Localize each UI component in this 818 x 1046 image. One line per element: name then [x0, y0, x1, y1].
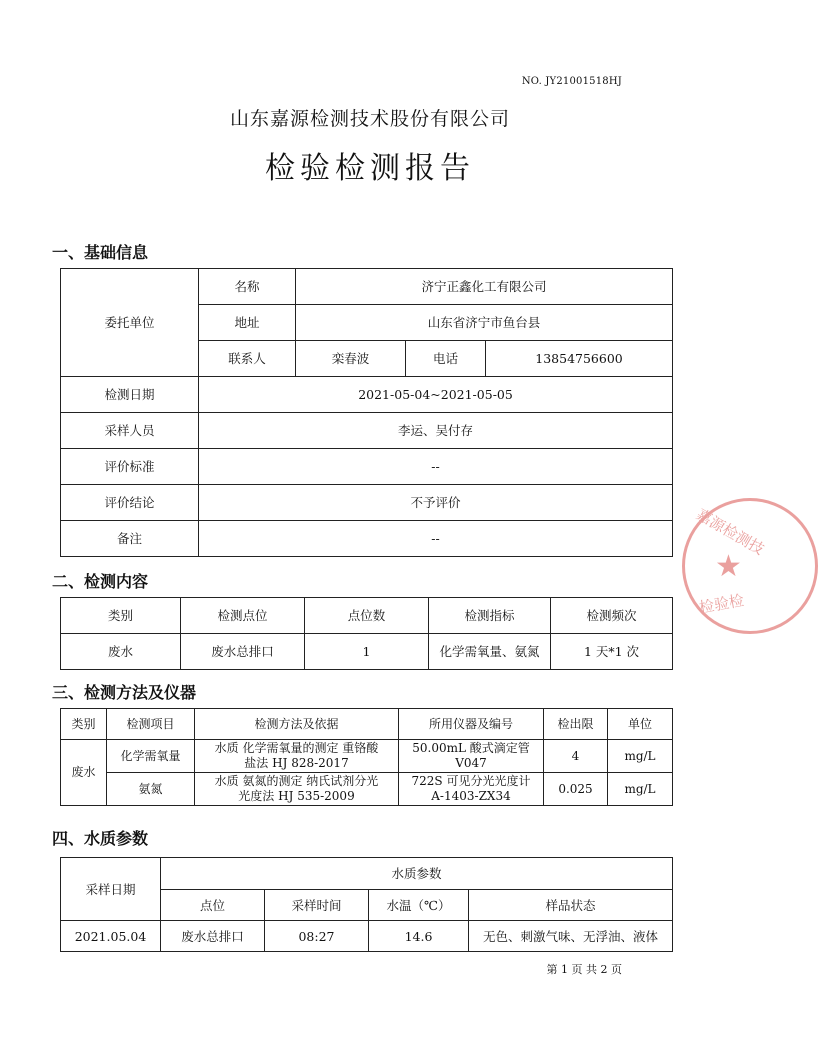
seal-bottom-text: 检验检	[697, 591, 746, 617]
test-content-table	[60, 597, 673, 670]
instrument-ammonia-line2: A-1403-ZX34	[431, 789, 511, 803]
sampling-date-header: 采样日期	[61, 858, 161, 921]
cell-point: 废水总排口	[181, 634, 305, 670]
basic-info-table	[60, 268, 673, 557]
method-header-item: 检测项目	[107, 709, 195, 740]
method-header-instrument: 所用仪器及编号	[399, 709, 544, 740]
cell-point-count: 1	[305, 634, 429, 670]
method-header-unit: 单位	[608, 709, 673, 740]
report-title: 检验检测报告	[265, 151, 475, 186]
water-date: 2021.05.04	[61, 921, 161, 952]
cell-category: 废水	[61, 634, 181, 670]
method-header-method: 检测方法及依据	[195, 709, 399, 740]
standard-value: --	[199, 449, 673, 485]
instrument-cod-line1: 50.00mL 酸式滴定管	[412, 741, 530, 755]
section-basic-info: 一、基础信息	[52, 243, 149, 262]
company-name: 山东嘉源检测技术股份有限公司	[229, 108, 510, 130]
method-ammonia-line2: 光度法 HJ 535-2009	[238, 789, 355, 803]
method-ammonia-line1: 水质 氨氮的测定 纳氏试剂分光	[214, 774, 379, 788]
limit-ammonia: 0.025	[544, 773, 608, 806]
instrument-ammonia-line1: 722S 可见分光光度计	[411, 774, 531, 788]
method-cod	[195, 740, 399, 773]
method-table	[60, 708, 673, 806]
cell-indicator: 化学需氧量、氨氮	[429, 634, 551, 670]
method-cod-line2: 盐法 HJ 828-2017	[244, 756, 349, 770]
water-header-temp: 水温（℃）	[369, 890, 469, 921]
method-category: 废水	[61, 740, 107, 806]
header-category: 类别	[61, 598, 181, 634]
method-item-ammonia: 氨氮	[107, 773, 195, 806]
instrument-cod	[399, 740, 544, 773]
method-cod-line1: 水质 化学需氧量的测定 重铬酸	[214, 741, 379, 755]
section-method: 三、检测方法及仪器	[52, 683, 197, 702]
method-item-cod: 化学需氧量	[107, 740, 195, 773]
page-number: 第 1 页 共 2 页	[546, 963, 622, 976]
standard-label: 评价标准	[61, 449, 199, 485]
seal-text: 嘉源检测技	[693, 505, 768, 559]
contact-label: 联系人	[199, 341, 296, 377]
contact-name: 栾春波	[296, 341, 406, 377]
instrument-ammonia	[399, 773, 544, 806]
water-params-header: 水质参数	[161, 858, 673, 890]
report-number: NO. JY21001518HJ	[521, 76, 622, 87]
unit-ammonia: mg/L	[608, 773, 673, 806]
header-point-count: 点位数	[305, 598, 429, 634]
remark-label: 备注	[61, 521, 199, 557]
test-date: 2021-05-04~2021-05-05	[199, 377, 673, 413]
remark-value: --	[199, 521, 673, 557]
sampler-names: 李运、吴付存	[199, 413, 673, 449]
test-date-label: 检测日期	[61, 377, 199, 413]
address-label: 地址	[199, 305, 296, 341]
name-label: 名称	[199, 269, 296, 305]
client-address: 山东省济宁市鱼台县	[296, 305, 673, 341]
unit-cod: mg/L	[608, 740, 673, 773]
water-time: 08:27	[265, 921, 369, 952]
seal-star-icon: ★	[715, 549, 742, 584]
sampler-label: 采样人员	[61, 413, 199, 449]
header-indicator: 检测指标	[429, 598, 551, 634]
client-name: 济宁正鑫化工有限公司	[296, 269, 673, 305]
section-test-content: 二、检测内容	[52, 572, 149, 591]
header-point: 检测点位	[181, 598, 305, 634]
water-state: 无色、刺激气味、无浮油、液体	[469, 921, 673, 952]
conclusion-label: 评价结论	[61, 485, 199, 521]
water-temp: 14.6	[369, 921, 469, 952]
official-seal	[682, 498, 818, 634]
water-point: 废水总排口	[161, 921, 265, 952]
water-params-table	[60, 857, 673, 952]
water-header-time: 采样时间	[265, 890, 369, 921]
client-label: 委托单位	[61, 269, 199, 377]
method-ammonia	[195, 773, 399, 806]
instrument-cod-line2: V047	[455, 756, 487, 770]
phone-label: 电话	[406, 341, 486, 377]
method-header-category: 类别	[61, 709, 107, 740]
header-frequency: 检测频次	[551, 598, 673, 634]
method-header-limit: 检出限	[544, 709, 608, 740]
section-water-params: 四、水质参数	[52, 829, 149, 848]
cell-frequency: 1 天*1 次	[551, 634, 673, 670]
phone-number: 13854756600	[486, 341, 673, 377]
water-header-point: 点位	[161, 890, 265, 921]
conclusion-value: 不予评价	[199, 485, 673, 521]
limit-cod: 4	[544, 740, 608, 773]
water-header-state: 样品状态	[469, 890, 673, 921]
